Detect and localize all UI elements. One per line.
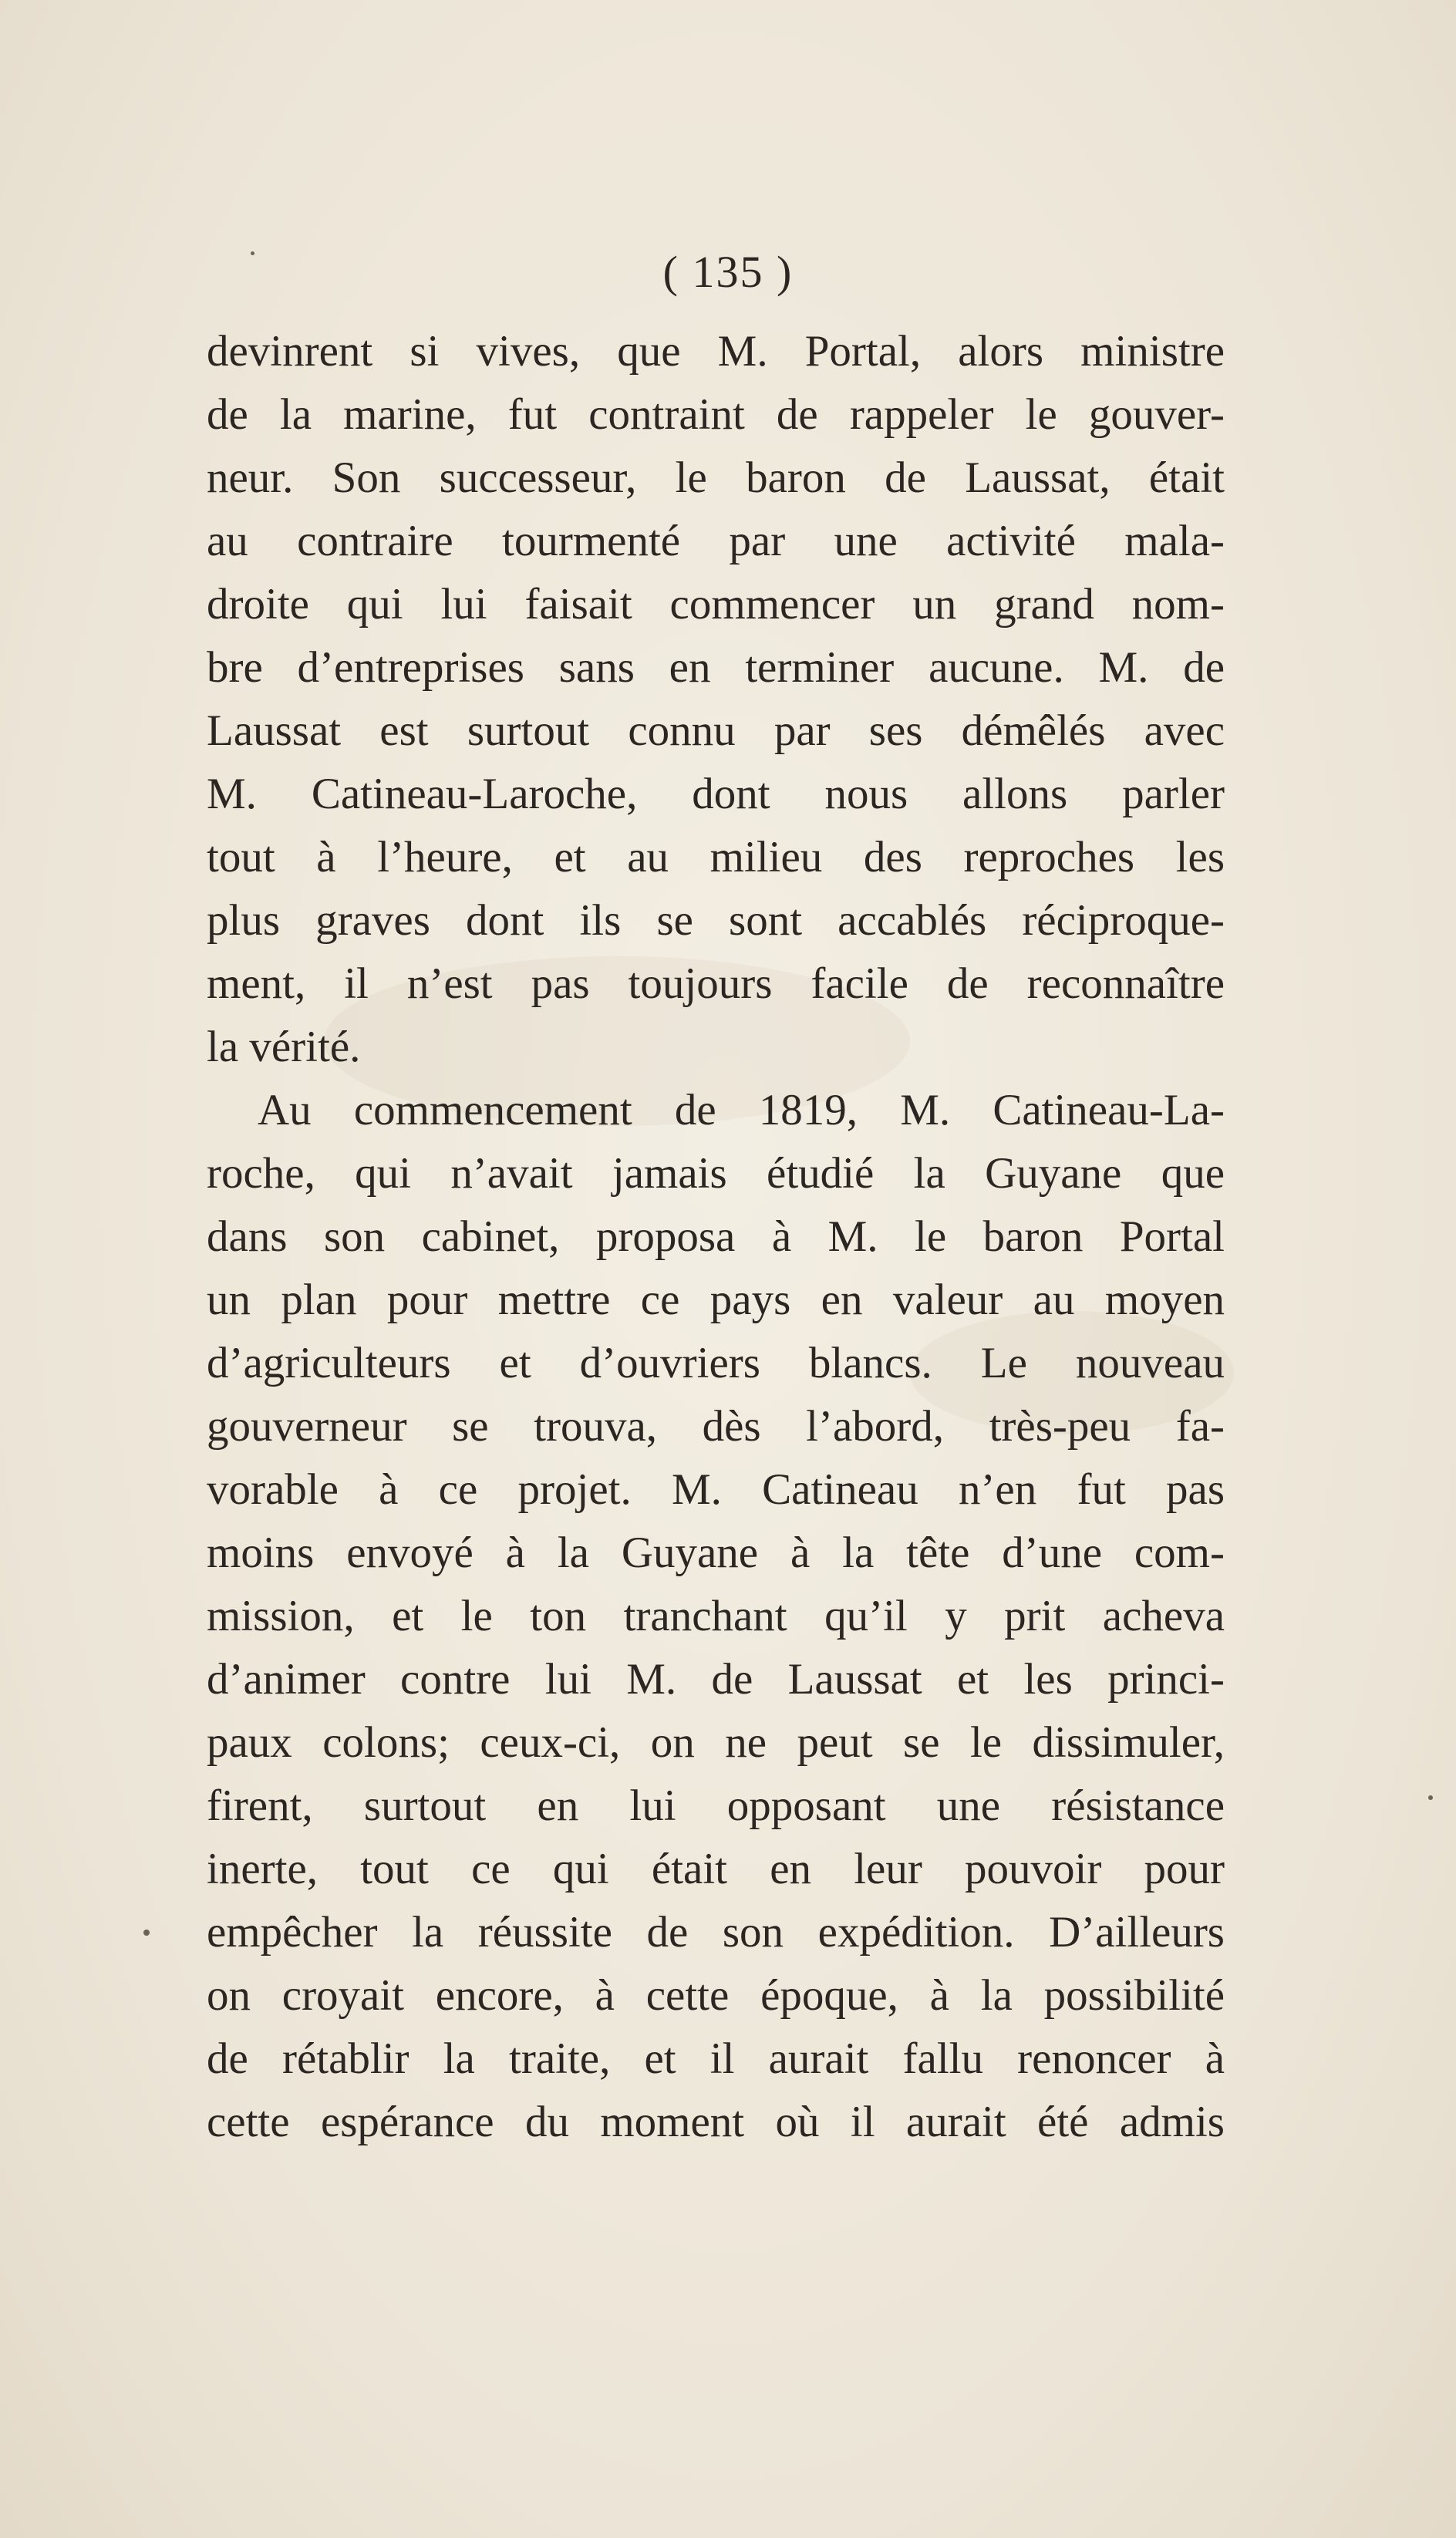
text-line: mission, et le ton tranchant qu’il y prit acheva: [207, 1592, 1225, 1640]
text-line: empêcher la réussite de son expédition. D’ailleurs: [207, 1908, 1225, 1957]
text-line: roche, qui n’avait jamais étudié la Guyane que: [207, 1149, 1225, 1198]
text-line: Au commencement de 1819, M. Catineau-La-: [258, 1086, 1225, 1134]
body-text: [207, 320, 1225, 2154]
text-line: on croyait encore, à cette époque, à la possibilité: [207, 1971, 1225, 2020]
text-line: la vérité.: [207, 1023, 361, 1071]
text-line: M. Catineau-Laroche, dont nous allons parler: [207, 770, 1225, 818]
ink-speck: [251, 251, 254, 255]
text-line: dans son cabinet, proposa à M. le baron Portal: [207, 1212, 1225, 1261]
page-number: ( 135 ): [662, 247, 794, 297]
text-line: gouverneur se trouva, dès l’abord, très-peu fa-: [207, 1402, 1225, 1451]
text-line: neur. Son successeur, le baron de Laussat, était: [207, 453, 1225, 502]
ink-speck: [1428, 1795, 1433, 1800]
text-line: tout à l’heure, et au milieu des reproches les: [207, 833, 1225, 881]
text-line: d’agriculteurs et d’ouvriers blancs. Le nouveau: [207, 1339, 1225, 1387]
text-line: devinrent si vives, que M. Portal, alors ministre: [207, 327, 1225, 376]
text-line: vorable à ce projet. M. Catineau n’en fut pas: [207, 1465, 1225, 1514]
text-line: firent, surtout en lui opposant une résistance: [207, 1781, 1225, 1830]
text-line: bre d’entreprises sans en terminer aucune. M. de: [207, 643, 1225, 692]
text-line: paux colons; ceux-ci, on ne peut se le dissimuler,: [207, 1718, 1225, 1767]
text-line: un plan pour mettre ce pays en valeur au moyen: [207, 1276, 1225, 1324]
text-line: droite qui lui faisait commencer un grand nom-: [207, 580, 1225, 629]
text-line: d’animer contre lui M. de Laussat et les princi-: [207, 1655, 1225, 1704]
text-line: inerte, tout ce qui était en leur pouvoir pour: [207, 1845, 1225, 1893]
ink-speck: [143, 1930, 150, 1936]
text-line: moins envoyé à la Guyane à la tête d’une com-: [207, 1529, 1225, 1577]
text-line: Laussat est surtout connu par ses démêlés avec: [207, 706, 1225, 755]
text-line: de la marine, fut contraint de rappeler le gouver-: [207, 390, 1225, 439]
text-line: plus graves dont ils se sont accablés réciproque-: [207, 896, 1225, 945]
text-line: de rétablir la traite, et il aurait fallu renoncer à: [207, 2034, 1225, 2083]
text-line: au contraire tourmenté par une activité mala-: [207, 517, 1225, 565]
text-line: cette espérance du moment où il aurait été admis: [207, 2098, 1225, 2146]
text-line: ment, il n’est pas toujours facile de reconnaître: [207, 959, 1225, 1008]
